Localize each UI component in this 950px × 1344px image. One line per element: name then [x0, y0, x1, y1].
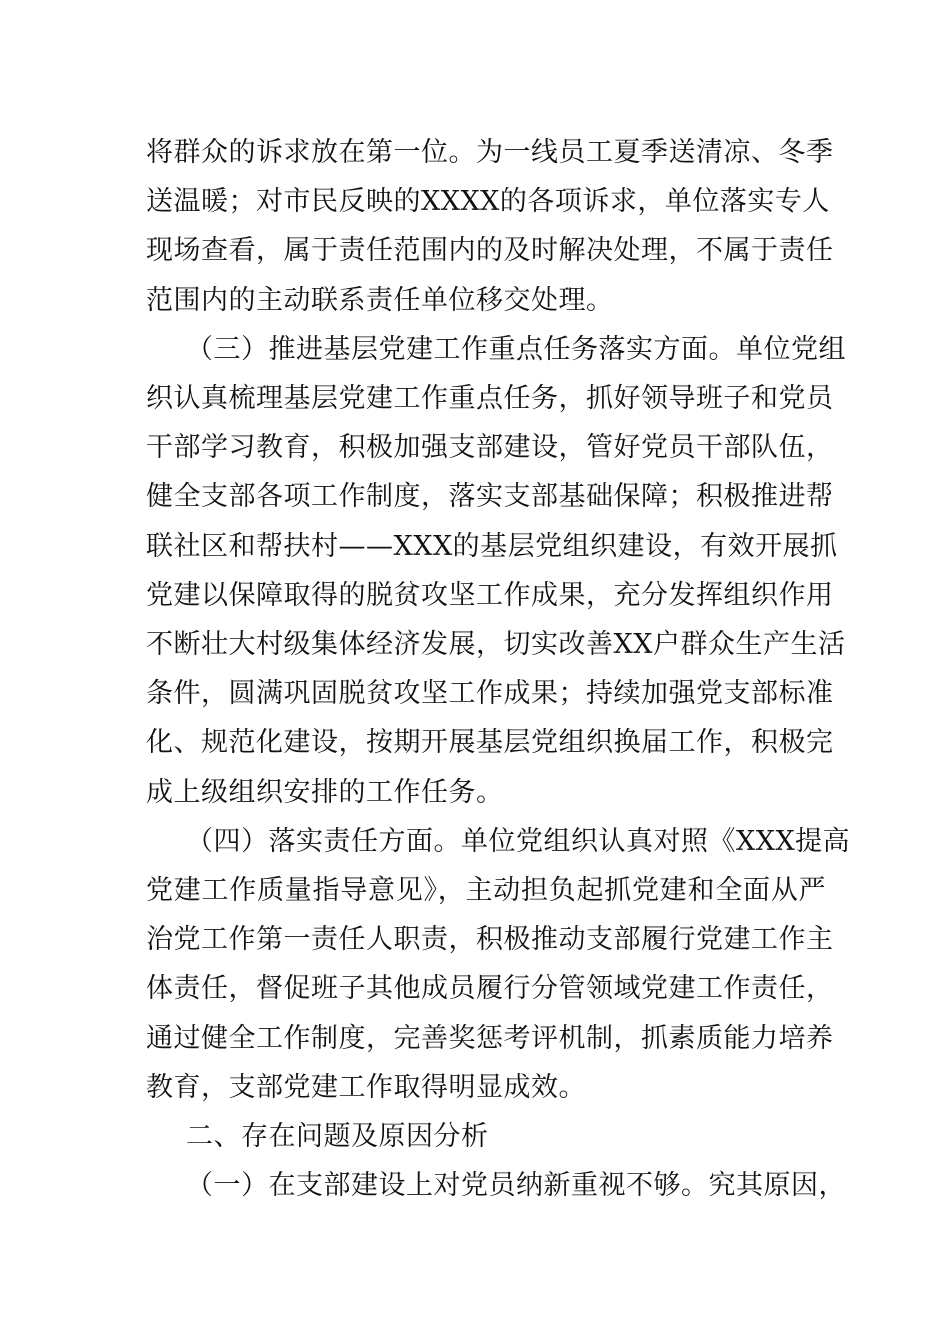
text-line: 将群众的诉求放在第一位。为一线员工夏季送清凉、冬季: [146, 137, 834, 168]
text-line: 健全支部各项工作制度，落实支部基础保障；积极推进帮: [146, 481, 834, 512]
text-line: 治党工作第一责任人职责，积极推动支部履行党建工作主: [146, 924, 834, 955]
text-line: 范围内的主动联系责任单位移交处理。: [146, 285, 614, 316]
text-line: 化、规范化建设，按期开展基层党组织换届工作，积极完: [146, 727, 834, 758]
text-line: 成上级组织安排的工作任务。: [146, 777, 504, 808]
text-line: 教育，支部党建工作取得明显成效。: [146, 1072, 586, 1103]
text-line: 现场查看，属于责任范围内的及时解决处理，不属于责任: [146, 235, 834, 266]
text-line: （一）在支部建设上对党员纳新重视不够。究其原因，: [186, 1170, 846, 1201]
text-line: 不断壮大村级集体经济发展，切实改善XX户群众生产生活: [146, 629, 846, 660]
text-line: （四）落实责任方面。单位党组织认真对照《XXX提高: [186, 826, 851, 857]
text-line: （三）推进基层党建工作重点任务落实方面。单位党组: [186, 334, 846, 365]
text-line: 条件，圆满巩固脱贫攻坚工作成果；持续加强党支部标准: [146, 678, 834, 709]
text-line: 送温暖；对市民反映的XXXX的各项诉求，单位落实专人: [146, 186, 830, 217]
text-line: 二、存在问题及原因分析: [186, 1121, 489, 1152]
text-line: 通过健全工作制度，完善奖惩考评机制，抓素质能力培养: [146, 1023, 834, 1054]
text-line: 党建工作质量指导意见》，主动担负起抓党建和全面从严: [146, 875, 826, 906]
text-line: 干部学习教育，积极加强支部建设，管好党员干部队伍，: [146, 432, 834, 463]
text-line: 联社区和帮扶村——XXX的基层党组织建设，有效开展抓: [146, 531, 838, 562]
text-line: 党建以保障取得的脱贫攻坚工作成果，充分发挥组织作用: [146, 580, 834, 611]
text-line: 织认真梳理基层党建工作重点任务，抓好领导班子和党员: [146, 383, 834, 414]
text-line: 体责任，督促班子其他成员履行分管领域党建工作责任，: [146, 973, 834, 1004]
